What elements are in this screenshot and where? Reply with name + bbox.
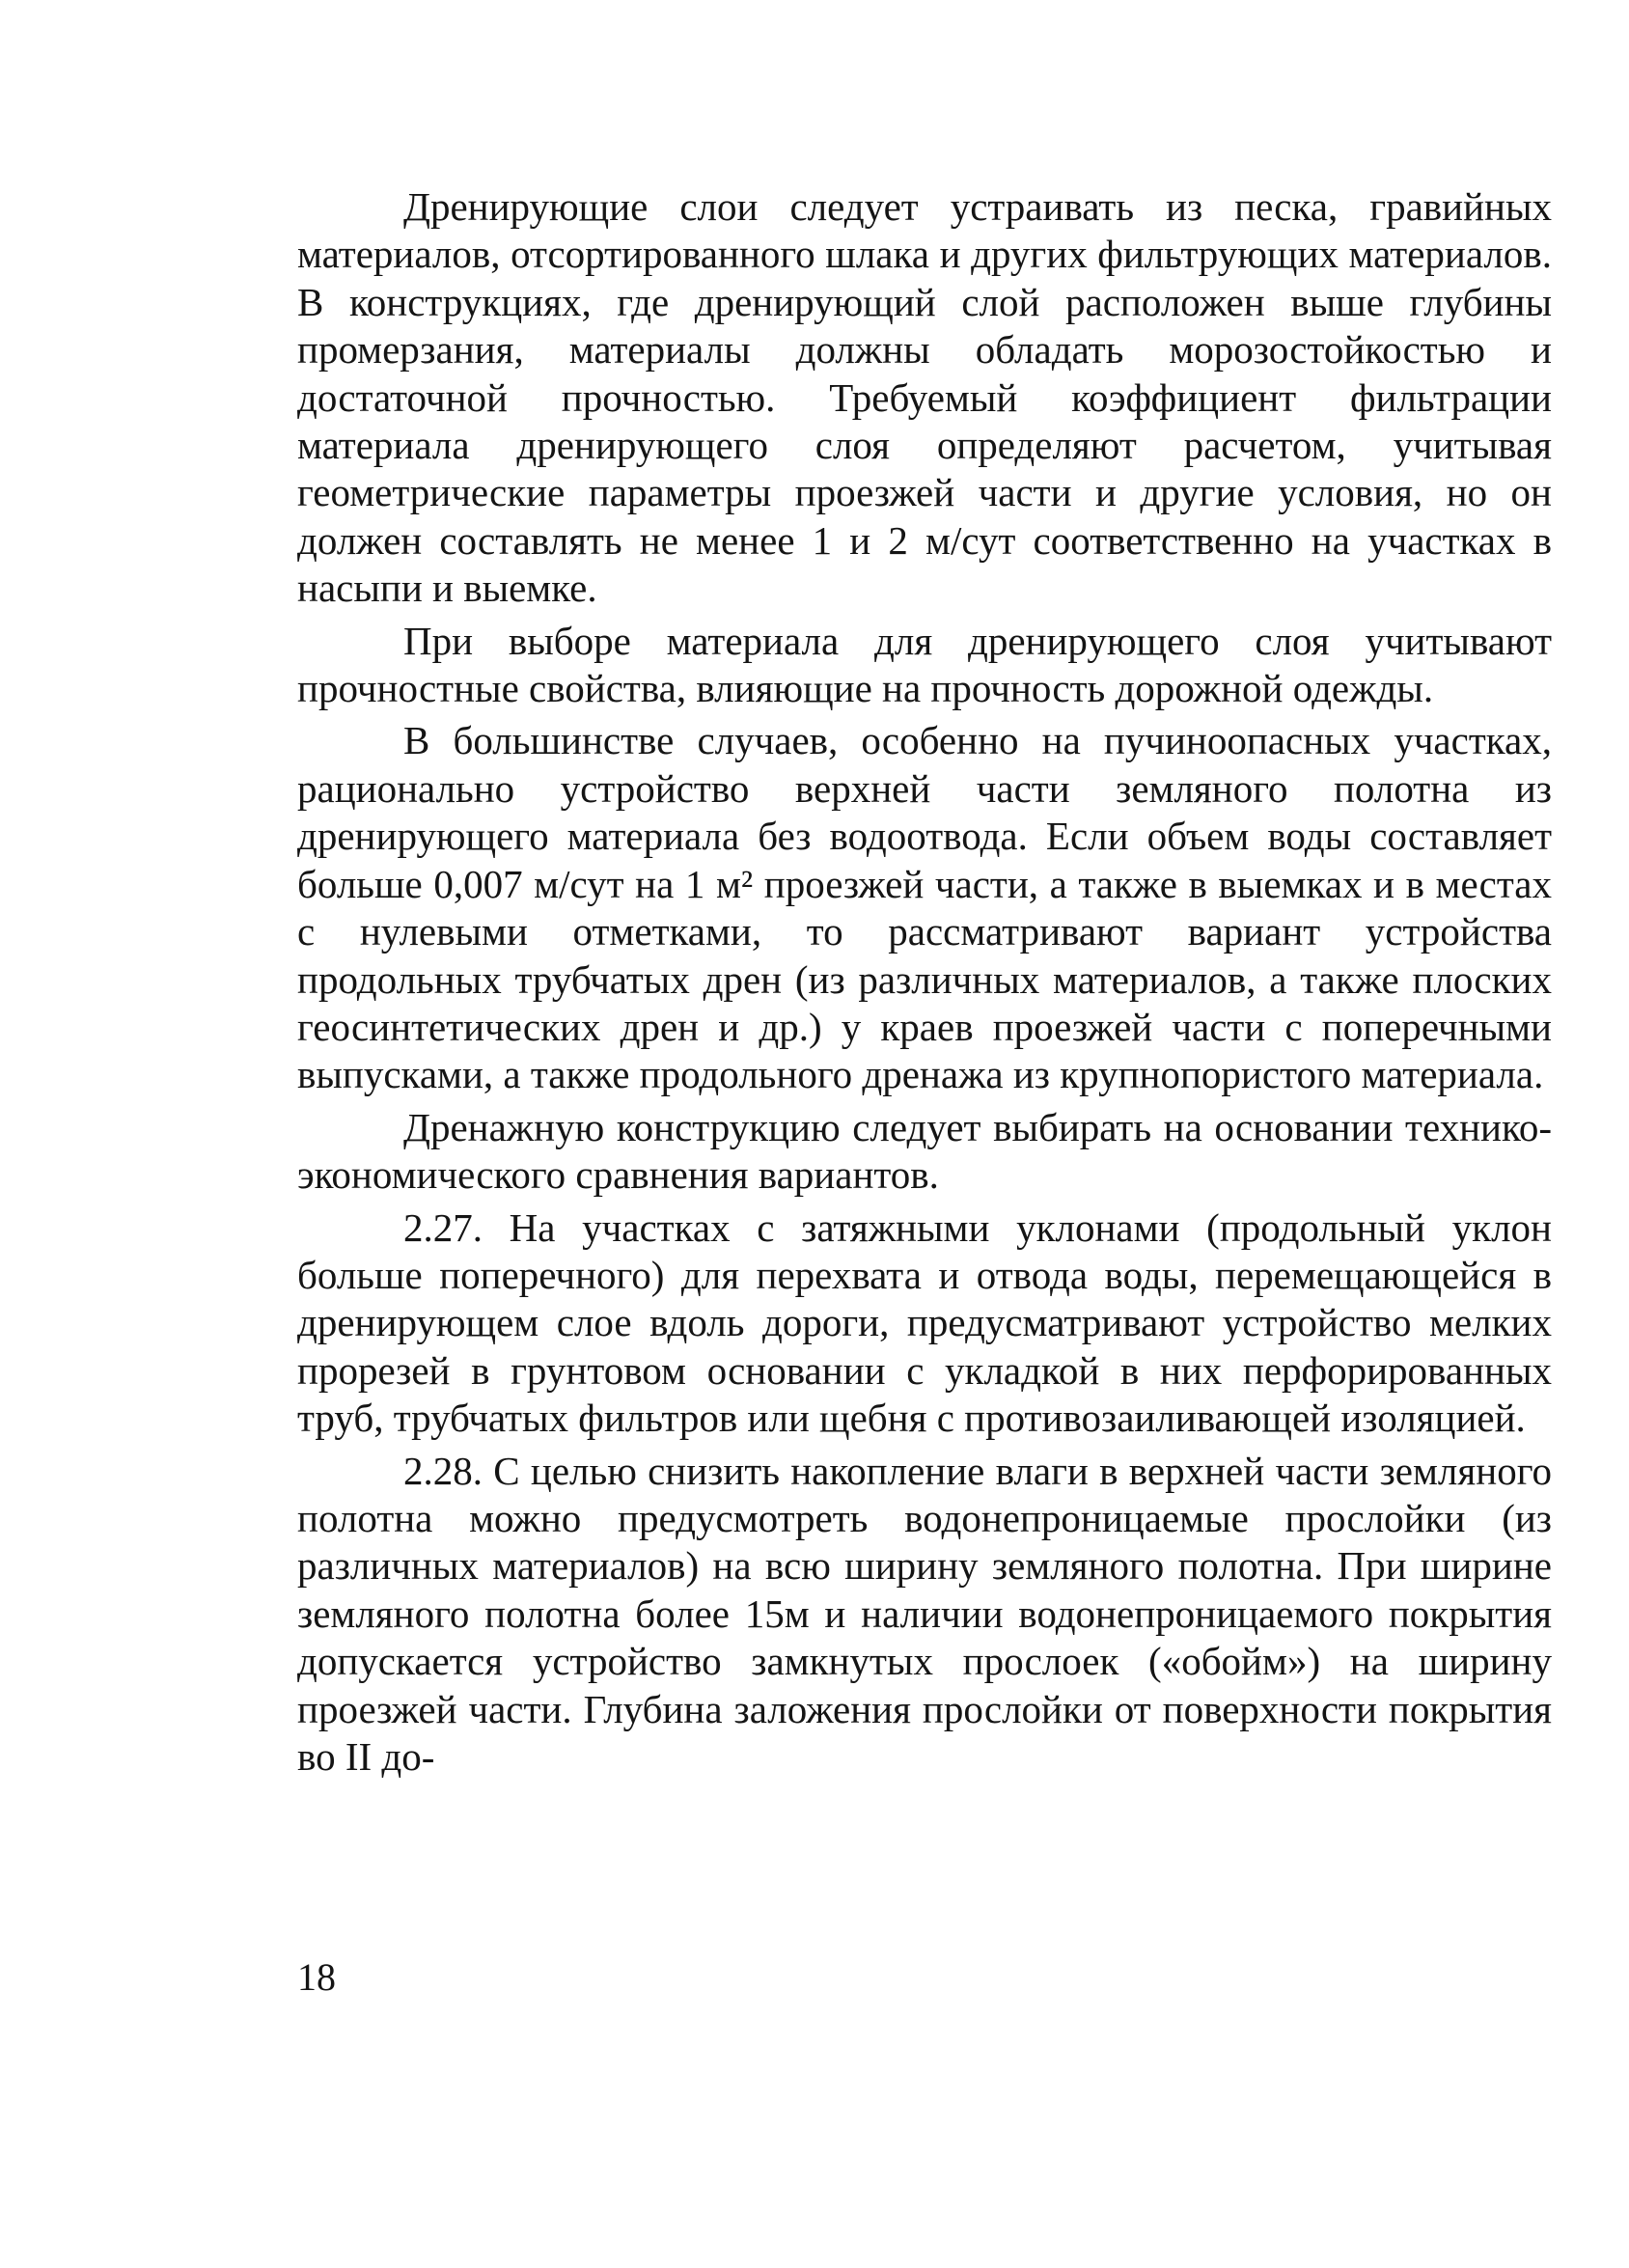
paragraph-material-selection: При выборе материала для дренирующего слоя учитывают прочностные свойства, влияющие на прочность дорожной одежды. — [297, 618, 1552, 711]
paragraph-section-2-28: 2.28. С целью снизить накопление влаги в верхней части земляного полотна можно предусмотреть водонепроницаемые прослойки (из различных материалов) на всю ширину земляного полотна. При ширине земляного полотна более 15м и наличии водонепроницаемого покрытия допускается устройство замкнутых прослоек («обойм») на ширину проезжей части. Глубина заложения прослойки от поверхности покрытия во II до- — [297, 1448, 1552, 1779]
paragraph-section-2-27: 2.27. На участках с затяжными уклонами (продольный уклон больше поперечного) для перехвата и отвода воды, перемещающейся в дренирующем слое вдоль дороги, предусматривают устройство мелких прорезей в грунтовом основании с укладкой в них перфорированных труб, трубчатых фильтров или щебня с противозаиливающей изоляцией. — [297, 1204, 1552, 1441]
paragraph-frost-heave-sections: В большинстве случаев, особенно на пучиноопасных участках, рационально устройство верхней части земляного полотна из дренирующего материала без водоотвода. Если объем воды составляет больше 0,007 м/сут на 1 м² проезжей части, а также в выемках и в местах с нулевыми отметками, то рассматривают вариант устройства продольных трубчатых дрен (из различных материалов, а также плоских геосинтетических дрен и др.) у краев проезжей части с поперечными выпусками, а также продольного дренажа из крупнопористого материала. — [297, 718, 1552, 1097]
page-number: 18 — [297, 1955, 336, 1999]
document-body — [297, 183, 1552, 1781]
paragraph-drainage-construction: Дренажную конструкцию следует выбирать на основании технико-экономического сравнения вариантов. — [297, 1104, 1552, 1198]
paragraph-drainage-layers: Дренирующие слои следует устраивать из песка, гравийных материалов, отсортированного шлака и других фильтрующих материалов. В конструкциях, где дренирующий слой расположен выше глубины промерзания, материалы должны обладать морозостойкостью и достаточной прочностью. Требуемый коэффициент фильтрации материала дренирующего слоя определяют расчетом, учитывая геометрические параметры проезжей части и другие условия, но он должен составлять не менее 1 и 2 м/сут соответственно на участках в насыпи и выемке. — [297, 184, 1552, 611]
